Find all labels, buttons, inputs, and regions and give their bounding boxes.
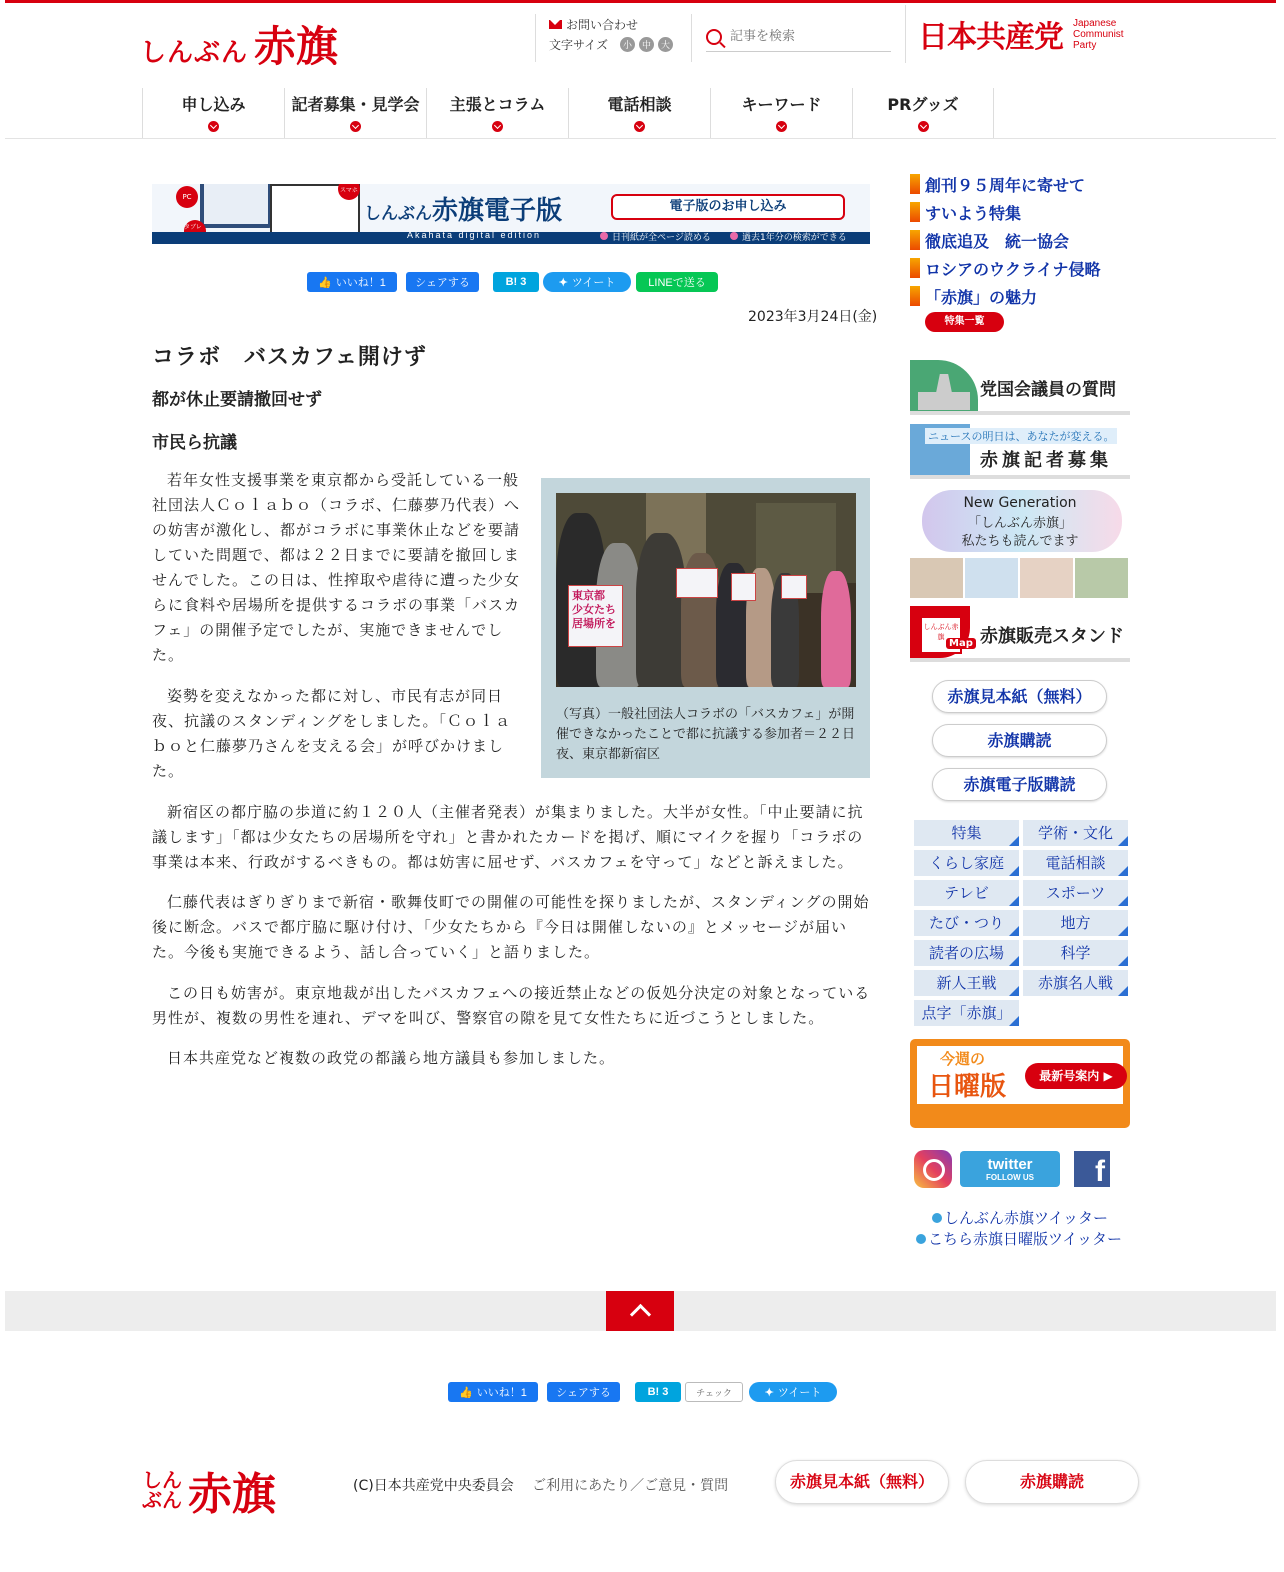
tweet-label: ツイート <box>571 277 616 289</box>
nav-item-phone[interactable] <box>568 88 710 138</box>
stand-title: 赤旗販売スタンド <box>980 626 1124 647</box>
jcp-logo[interactable] <box>918 12 1124 56</box>
font-size-small-button[interactable]: 小 <box>620 37 635 52</box>
site-logo[interactable] <box>140 14 338 74</box>
article-paragraph: 姿勢を変えなかった都に対し、市民有志が同日夜、抗議のスタンディングをしました。「Ｃｏｌａｂｏと仁藤夢乃さんを支える会」が呼びかけました。 <box>152 687 512 780</box>
special-link[interactable] <box>910 170 1101 198</box>
nav-item-goods[interactable] <box>852 88 994 138</box>
protest-sign <box>781 575 807 599</box>
category-link[interactable]: 新人王戦 <box>914 970 1019 996</box>
like-button[interactable] <box>448 1382 538 1402</box>
category-link[interactable]: 読者の広場 <box>914 940 1019 966</box>
search-input[interactable] <box>730 29 880 44</box>
sales-stand-banner[interactable] <box>910 606 1130 662</box>
special-link[interactable] <box>910 198 1101 226</box>
bullet-icon <box>600 232 608 240</box>
utility-box <box>535 14 692 62</box>
reader-photos <box>910 558 1130 598</box>
share-button[interactable]: シェアする <box>406 272 479 292</box>
nav-label: 記者募集・見学会 <box>291 95 420 114</box>
chevron-down-icon <box>634 121 645 132</box>
special-label: 徹底追及 統一協会 <box>925 231 1070 251</box>
gen-line-2: 「しんぶん赤旗」 <box>967 516 1072 531</box>
twitter-bird-icon: ✦ <box>764 1386 774 1399</box>
banner-english: Akahata digital edition <box>407 230 542 240</box>
nav-label: 主張とコラム <box>449 95 546 114</box>
recruit-title: 赤旗記者募集 <box>980 450 1112 471</box>
protest-sign <box>676 568 718 598</box>
article-figure <box>541 478 870 778</box>
jcp-name: 日本共産党 <box>918 20 1063 55</box>
twitter-follow-label: FOLLOW US <box>986 1173 1034 1182</box>
share-bar-bottom <box>448 1382 846 1402</box>
special-link[interactable] <box>910 254 1101 282</box>
banner-title <box>364 190 562 227</box>
category-link[interactable]: 特集 <box>914 820 1019 846</box>
jcp-english <box>1073 18 1124 51</box>
dot-icon <box>932 1213 942 1223</box>
instagram-icon[interactable] <box>914 1150 952 1188</box>
nav-label: キーワード <box>741 95 822 114</box>
photo-person <box>636 533 686 687</box>
banner-feature-1 <box>600 230 711 243</box>
nav-divider <box>5 138 1276 139</box>
map-icon: Map <box>946 638 976 649</box>
banner-feature-1-text: 日刊紙が全ページ読める <box>612 233 711 243</box>
smartphone-badge: スマホ <box>338 184 360 200</box>
orange-bar-icon <box>910 258 920 278</box>
mixi-check-button[interactable]: チェック <box>685 1382 743 1402</box>
diet-banner-title: 党国会議員の質問 <box>980 380 1116 400</box>
category-link[interactable]: 科学 <box>1023 940 1128 966</box>
mail-icon <box>549 20 562 29</box>
pc-badge: PC <box>176 186 198 208</box>
special-label: すいよう特集 <box>925 203 1022 223</box>
footer-subscribe-button[interactable]: 赤旗購読 <box>965 1460 1139 1504</box>
digital-apply-button[interactable]: 電子版のお申し込み <box>611 194 845 220</box>
tablet-badge: タブレット <box>184 220 206 242</box>
category-grid <box>914 820 1130 1026</box>
hatena-bookmark-button[interactable]: B! 3 <box>493 272 539 292</box>
gen-line-1: New Generation <box>963 495 1077 511</box>
banner-title-main: 赤旗電子版 <box>432 196 563 226</box>
nav-item-recruit[interactable] <box>284 88 426 138</box>
special-label: ロシアのウクライナ侵略 <box>925 259 1101 279</box>
category-link[interactable]: 赤旗名人戦 <box>1023 970 1128 996</box>
banner-title-kana: しんぶん <box>364 204 432 224</box>
line-share-button[interactable]: LINEで送る <box>636 272 718 292</box>
orange-bar-icon <box>910 174 920 194</box>
photo-caption: （写真）一般社団法人コラボの「バスカフェ」が開催できなかったことで都に抗議する参加者＝２２日夜、東京都新宿区 <box>556 707 856 762</box>
facebook-icon[interactable]: f <box>1074 1151 1110 1187</box>
font-size-control <box>549 34 691 54</box>
main-nav <box>142 88 994 138</box>
category-link[interactable]: 点字「赤旗」 <box>914 1000 1019 1026</box>
nav-item-opinion[interactable] <box>426 88 568 138</box>
tweet-button[interactable] <box>749 1382 837 1402</box>
protest-photo[interactable] <box>556 493 856 687</box>
nav-item-apply[interactable] <box>142 88 284 138</box>
special-label: 「赤旗」の魅力 <box>925 287 1038 307</box>
orange-bar-icon <box>910 230 920 250</box>
photo-person <box>821 571 851 687</box>
contact-label: お問い合わせ <box>566 17 639 32</box>
sunday-edition-banner[interactable] <box>910 1039 1130 1128</box>
special-link[interactable] <box>910 282 1101 310</box>
article-subheading-2: 市民ら抗議 <box>152 433 237 453</box>
reader-photo <box>965 558 1018 598</box>
like-button[interactable] <box>307 272 397 292</box>
nav-label: 申し込み <box>181 95 246 114</box>
share-bar-top <box>307 272 727 292</box>
new-generation-banner[interactable] <box>910 490 1130 598</box>
nav-label: 電話相談 <box>607 95 672 114</box>
category-link[interactable]: たび・つり <box>914 910 1019 936</box>
hatena-bookmark-button[interactable]: B! 3 <box>635 1382 681 1402</box>
category-link[interactable]: 地方 <box>1023 910 1128 936</box>
twitter-link[interactable] <box>916 1229 1122 1250</box>
article-headline: コラボ バスカフェ開けず <box>152 345 427 370</box>
special-features-list <box>910 170 1101 310</box>
search-box <box>706 22 891 52</box>
twitter-follow-button[interactable] <box>960 1151 1060 1187</box>
footer-copyright-row <box>353 1475 728 1495</box>
chevron-down-icon <box>776 121 787 132</box>
latest-issue-button[interactable]: 最新号案内 ▶ <box>1025 1063 1127 1089</box>
reader-photo <box>1075 558 1128 598</box>
subscribe-button[interactable]: 赤旗購読 <box>932 724 1107 757</box>
share-button[interactable]: シェアする <box>547 1382 620 1402</box>
twitter-links <box>916 1208 1122 1250</box>
protest-sign <box>731 573 756 601</box>
category-link[interactable]: スポーツ <box>1023 880 1128 906</box>
search-icon[interactable] <box>706 29 722 45</box>
special-link[interactable] <box>910 226 1101 254</box>
footer-sample-button[interactable]: 赤旗見本紙（無料） <box>775 1460 949 1504</box>
chevron-down-icon <box>492 121 503 132</box>
social-links <box>914 1150 1110 1188</box>
thumbs-up-icon: 👍 <box>318 276 332 289</box>
jcp-en-2: Communist <box>1073 28 1124 40</box>
banner-feature-2 <box>730 230 847 243</box>
jcp-en-1: Japanese <box>1073 17 1117 29</box>
digital-subscribe-button[interactable]: 赤旗電子版購読 <box>932 768 1107 801</box>
logo-kana: しんぶん <box>140 38 249 68</box>
twitter-bird-icon: ✦ <box>558 276 568 289</box>
thumbs-up-icon: 👍 <box>459 1386 473 1399</box>
nav-label: PRグッズ <box>887 95 959 114</box>
sunday-this-week: 今週の <box>940 1050 986 1068</box>
sunday-title: 日曜版 <box>928 1072 1007 1102</box>
font-size-medium-button[interactable]: 中 <box>639 37 654 52</box>
chevron-down-icon <box>208 121 219 132</box>
font-size-label: 文字サイズ <box>549 37 609 52</box>
recruit-lead: ニュースの明日は、あなたが変える。 <box>925 428 1117 444</box>
footer-logo[interactable] <box>142 1458 276 1522</box>
category-link[interactable]: 学術・文化 <box>1023 820 1128 846</box>
nav-item-keyword[interactable] <box>710 88 852 138</box>
copyright: (C)日本共産党中央委員会 <box>353 1478 514 1494</box>
contact-link[interactable] <box>549 14 691 34</box>
footer-logo-kanji: 赤旗 <box>188 1469 276 1520</box>
tweet-button[interactable] <box>543 272 631 292</box>
tablet-graphic <box>200 184 272 228</box>
diet-questions-banner[interactable] <box>910 360 1130 415</box>
orange-bar-icon <box>910 286 920 306</box>
category-link[interactable]: くらし家庭 <box>914 850 1019 876</box>
twitter-link-label: こちら赤旗日曜版ツイッター <box>928 1230 1122 1248</box>
article-subheading-1: 都が休止要請撤回せず <box>152 390 322 410</box>
category-link[interactable]: 電話相談 <box>1023 850 1128 876</box>
stand-kana: しんぶん赤旗 <box>923 623 959 641</box>
article-date: 2023年3月24日(金) <box>748 309 878 325</box>
article-paragraph: 新宿区の都庁脇の歩道に約１２０人（主催者発表）が集まりました。大半が女性。「中止要請に抗議します」「都は少女たちの居場所を守れ」と書かれたカードを掲げ、順にマイクを握り「コラボの事業は本来、行政がするべきもの。都は妨害に屈せず、バスカフェを守って」などと訴えました。 <box>152 803 864 871</box>
footer-links[interactable]: ご利用にあたり／ご意見・質問 <box>532 1478 729 1494</box>
back-to-top-button[interactable] <box>606 1291 674 1331</box>
article-paragraph: この日も妨害が。東京地裁が出したバスカフェへの接近禁止などの仮処分決定の対象となっている男性が、複数の男性を連れ、デマを叫び、警察官の隙を見て女性たちに近づこうとしました。 <box>152 984 871 1027</box>
twitter-link-label: しんぶん赤旗ツイッター <box>944 1209 1108 1227</box>
banner-footer <box>152 230 870 242</box>
logo-kanji: 赤旗 <box>254 22 339 71</box>
special-list-button[interactable]: 特集一覧 <box>925 312 1004 332</box>
jcp-en-3: Party <box>1073 39 1097 51</box>
reader-photo <box>1020 558 1073 598</box>
header-divider <box>905 5 906 63</box>
dot-icon <box>916 1234 926 1244</box>
orange-bar-icon <box>910 202 920 222</box>
gen-line-3: 私たちも読んでます <box>961 534 1079 549</box>
twitter-link[interactable] <box>916 1208 1122 1229</box>
recruit-banner[interactable] <box>910 424 1130 479</box>
footer-logo-kana: しんぶん <box>142 1468 182 1512</box>
bullet-icon <box>730 232 738 240</box>
tweet-label: ツイート <box>777 1387 822 1399</box>
category-link[interactable]: テレビ <box>914 880 1019 906</box>
protest-sign: 東京都 少女たち 居場所を <box>568 585 623 647</box>
article-paragraph: 仁藤代表はぎりぎりまで新宿・歌舞伎町での開催の可能性を探りましたが、スタンディングの開始後に断念。バスで都庁脇に駆け付け、「少女たちから『今日は開催しないの』とメッセージが届いた。今後も実施できるよう、話し合っていく」と語りました。 <box>152 893 870 961</box>
special-label: 創刊９５周年に寄せて <box>925 175 1086 195</box>
like-label: いいね！1 <box>476 1387 527 1399</box>
sample-paper-button[interactable]: 赤旗見本紙（無料） <box>932 680 1107 713</box>
like-label: いいね！1 <box>335 277 386 289</box>
top-accent-bar <box>5 0 1276 3</box>
chevron-down-icon <box>350 121 361 132</box>
font-size-large-button[interactable]: 大 <box>658 37 673 52</box>
twitter-label: twitter <box>987 1156 1033 1173</box>
banner-feature-2-text: 過去1年分の検索ができる <box>742 233 847 243</box>
article-paragraph: 若年女性支援事業を東京都から受託している一般社団法人Ｃｏｌａｂｏ（コラボ、仁藤夢乃代表）への妨害が激化し、都がコラボに事業休止などを要請していた問題で、都は２２日までに要請を撤回しませんでした。この日は、性搾取や虐待に遭った少女らに食料や居場所を提供するコラボの事業「バスカフェ」の開催予定でしたが、実施できませんでした。 <box>152 471 521 664</box>
chevron-down-icon <box>918 121 929 132</box>
article-paragraph: 日本共産党など複数の政党の都議ら地方議員も参加しました。 <box>167 1049 616 1067</box>
reader-photo <box>910 558 963 598</box>
